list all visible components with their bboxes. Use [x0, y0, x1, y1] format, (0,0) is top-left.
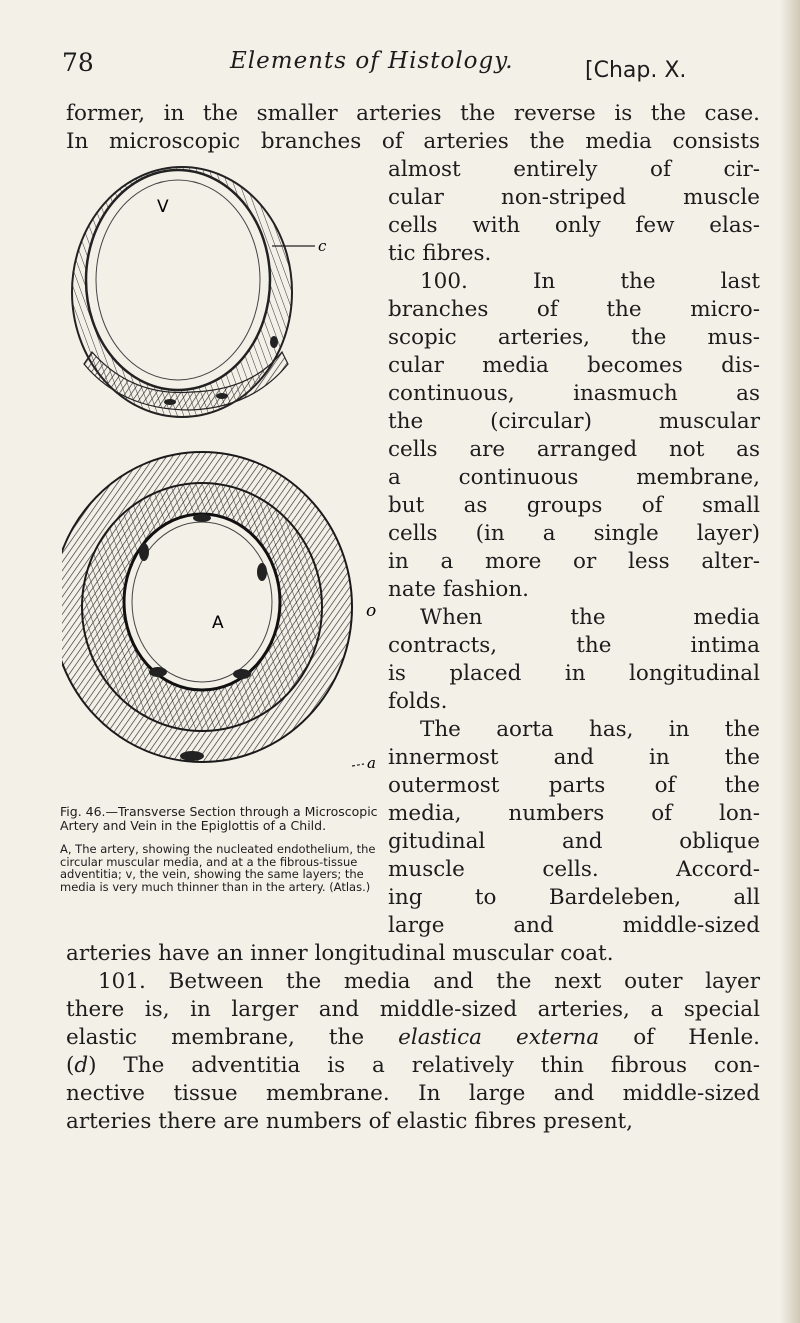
body-line: folds.	[388, 689, 448, 714]
body-line: large and middle-sized	[388, 913, 760, 938]
body-line: tic fibres.	[388, 241, 492, 266]
running-title: Elements of Histology.	[230, 48, 514, 74]
body-line: continuous, inasmuch as	[388, 381, 760, 406]
text-run: ) The adventitia is a relatively thin fibrous con-	[88, 1053, 760, 1078]
body-line: When the media	[420, 605, 760, 630]
body-line: but as groups of small	[388, 493, 760, 518]
body-line: in a more or less alter-	[388, 549, 760, 574]
page-edge-shadow	[780, 0, 800, 1323]
caption-title: Fig. 46.—Transverse Section through a Microscopic Artery and Vein in the Epiglottis of a Child.	[60, 804, 378, 833]
running-header	[0, 48, 800, 94]
body-line: muscle cells. Accord-	[388, 857, 760, 882]
text-run: (	[66, 1053, 75, 1078]
body-line: nective tissue membrane. In large and middle-sized	[66, 1081, 760, 1106]
page-number: 78	[62, 48, 94, 77]
label-c: c	[318, 237, 327, 255]
chapter-label: [Chap. X.	[585, 58, 687, 83]
body-line: almost entirely of cir-	[388, 157, 760, 182]
body-line: media, numbers of lon-	[388, 801, 760, 826]
body-line: cular media becomes dis-	[388, 353, 760, 378]
body-line: the (circular) muscular	[388, 409, 760, 434]
body-line: contracts, the intima	[388, 633, 760, 658]
body-line: cells are arranged not as	[388, 437, 760, 462]
label-v: V	[157, 197, 169, 217]
label-o: o	[366, 601, 377, 621]
body-line: cells with only few elas-	[388, 213, 760, 238]
text-run: of Henle.	[599, 1025, 760, 1050]
body-line: gitudinal and oblique	[388, 829, 760, 854]
body-line: nate fashion.	[388, 577, 530, 602]
paragraph-101-start: 101. Between the media and the next outer layer	[98, 969, 760, 994]
body-line: innermost and in the	[388, 745, 760, 770]
figure-artery-vein-section	[62, 152, 382, 796]
pointer-line-a	[352, 764, 364, 766]
list-marker-d: d	[74, 1053, 89, 1078]
body-line: arteries have an inner longitudinal muscular coat.	[66, 941, 614, 966]
body-line: cells (in a single layer)	[388, 521, 760, 546]
vein-section	[72, 167, 292, 417]
caption-body: A, The artery, showing the nucleated endothelium, the circular muscular media, and at a the fibrous-tissue adventitia; v, the vein, showing the same layers; the media is very much thinner than in the artery. (Atlas.)	[60, 842, 376, 894]
body-line: is placed in longitudinal	[388, 661, 760, 686]
artery-section	[62, 452, 352, 762]
body-line: former, in the smaller arteries the reverse is the case.	[66, 101, 760, 126]
figure-caption	[60, 805, 385, 893]
term-elastica-externa: elastica externa	[398, 1025, 600, 1050]
body-line: there is, in larger and middle-sized arteries, a special	[66, 997, 760, 1022]
body-line	[66, 1052, 760, 1080]
body-line: scopic arteries, the mus-	[388, 325, 760, 350]
body-line: ing to Bardeleben, all	[388, 885, 760, 910]
body-line: arteries there are numbers of elastic fibres present,	[66, 1109, 634, 1134]
label-a-lower: a	[367, 754, 376, 772]
body-line: In microscopic branches of arteries the media consists	[66, 129, 760, 154]
body-line: The aorta has, in the	[420, 717, 760, 742]
paragraph-100-start: 100. In the last	[420, 269, 760, 294]
body-line	[66, 1024, 760, 1052]
histology-illustration	[62, 152, 382, 796]
body-line: cular non-striped muscle	[388, 185, 760, 210]
body-line: a continuous membrane,	[388, 465, 760, 490]
text-run: elastic membrane, the	[66, 1025, 399, 1050]
body-line: branches of the micro-	[388, 297, 760, 322]
label-a-upper: A	[212, 613, 224, 633]
body-line: outermost parts of the	[388, 773, 760, 798]
